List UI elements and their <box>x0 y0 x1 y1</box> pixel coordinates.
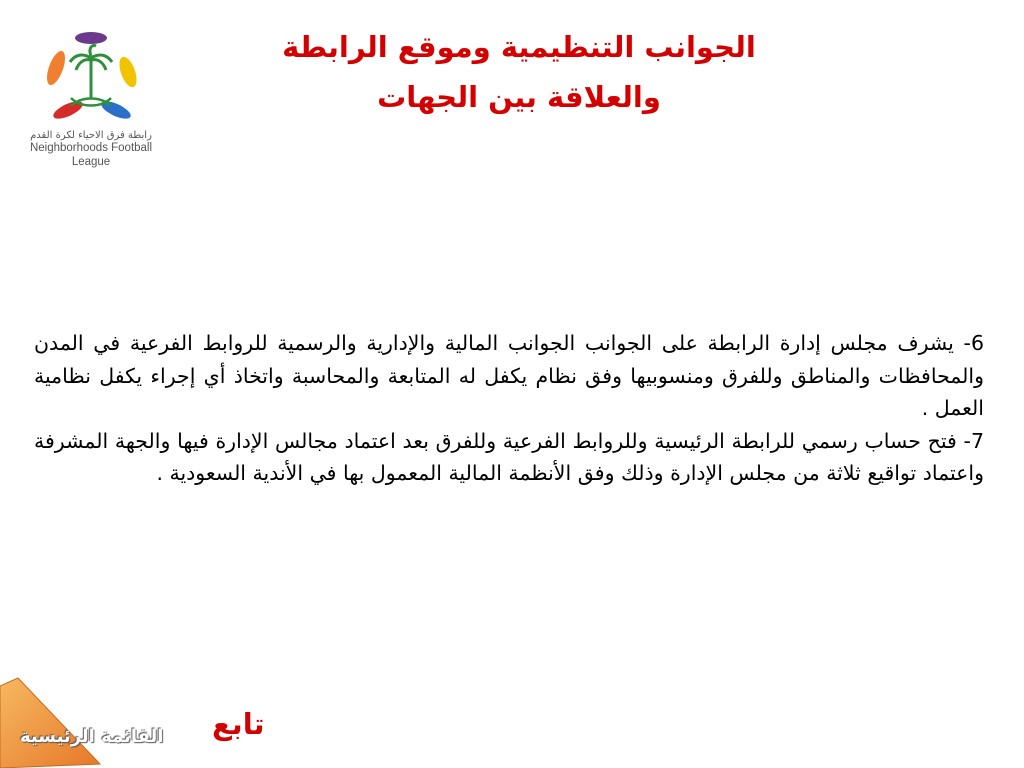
orange-triangle-icon <box>0 676 130 768</box>
title-line-1: الجوانب التنظيمية وموقع الرابطة <box>282 30 756 64</box>
page-title <box>239 22 799 122</box>
paragraph-6: 6- يشرف مجلس إدارة الرابطة على الجوانب الجوانب المالية والإدارية والرسمية للروابط الفرعية في المدن والمحافظات والمناطق وللفرق ومنسوبيها وفق نظام يكفل له المتابعة والمحاسبة واتخاذ أي إجراء يكفل نظامية العمل . <box>34 331 984 420</box>
league-emblem-icon <box>36 28 146 128</box>
paragraph-7: 7- فتح حساب رسمي للرابطة الرئيسية وللروابط الفرعية وللفرق بعد اعتماد مجالس الإدارة فيها والجهة المشرفة واعتماد تواقيع ثلاثة من مجلس الإدارة وذلك وفق الأنظمة المالية المعمول بها في الأندية السعودية . <box>34 428 984 485</box>
league-logo <box>16 28 166 188</box>
home-menu-label: القائمة الرئيسية <box>20 726 164 747</box>
title-line-2: والعلاقة بين الجهات <box>377 80 661 114</box>
logo-english-name: Neighborhoods Football League <box>29 142 153 168</box>
content-body <box>34 327 984 490</box>
logo-arabic-name: رابطة فرق الاحياء لكرة القدم <box>30 130 152 141</box>
home-menu-button[interactable] <box>0 676 164 768</box>
next-button[interactable]: تابع <box>212 707 265 741</box>
